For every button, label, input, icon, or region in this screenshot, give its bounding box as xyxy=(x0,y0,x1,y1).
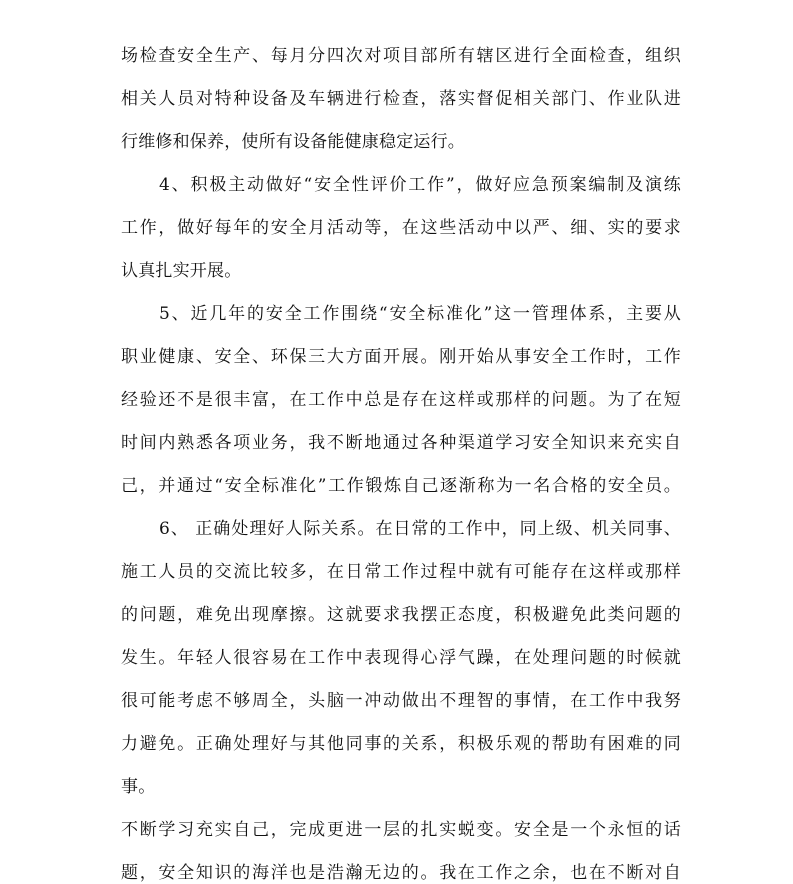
text-line: 题，安全知识的海洋也是浩瀚无边的。我在工作之余，也在不断对自 xyxy=(121,863,681,883)
text-line: 发生。年轻人很容易在工作中表现得心浮气躁，在处理问题的时候就 xyxy=(121,648,681,668)
text-line: 相关人员对特种设备及车辆进行检查，落实督促相关部门、作业队进 xyxy=(121,89,681,109)
text-line: 场检查安全生产、每月分四次对项目部所有辖区进行全面检查，组织 xyxy=(121,46,681,66)
paragraph-4-first-line: 4、积极主动做好“安全性评价工作”，做好应急预案编制及演练 xyxy=(159,175,681,195)
text-line: 事。 xyxy=(121,777,156,797)
text-line: 工作，做好每年的安全月活动等，在这些活动中以严、细、实的要求 xyxy=(121,218,681,238)
paragraph-5-first-line: 5、近几年的安全工作围绕“安全标准化”这一管理体系，主要从 xyxy=(159,304,681,324)
text-line: 的问题，难免出现摩擦。这就要求我摆正态度，积极避免此类问题的 xyxy=(121,605,681,625)
text-line: 经验还不是很丰富，在工作中总是存在这样或那样的问题。为了在短 xyxy=(121,390,681,410)
text-line: 时间内熟悉各项业务，我不断地通过各种渠道学习安全知识来充实自 xyxy=(121,433,681,453)
text-line: 认真扎实开展。 xyxy=(121,261,242,281)
text-line: 行维修和保养，使所有设备能健康稳定运行。 xyxy=(121,132,465,152)
paragraph-6-first-line: 6、 正确处理好人际关系。在日常的工作中，同上级、机关同事、 xyxy=(159,519,681,539)
text-line: 施工人员的交流比较多，在日常工作过程中就有可能存在这样或那样 xyxy=(121,562,681,582)
text-line: 力避免。正确处理好与其他同事的关系，积极乐观的帮助有困难的同 xyxy=(121,734,681,754)
text-line: 很可能考虑不够周全，头脑一冲动做出不理智的事情，在工作中我努 xyxy=(121,691,681,711)
text-line: 己，并通过“安全标准化”工作锻炼自己逐渐称为一名合格的安全员。 xyxy=(121,476,681,496)
paragraph-7-first-line: 不断学习充实自己，完成更进一层的扎实蜕变。安全是一个永恒的话 xyxy=(121,820,681,840)
text-line: 职业健康、安全、环保三大方面开展。刚开始从事安全工作时，工作 xyxy=(121,347,681,367)
